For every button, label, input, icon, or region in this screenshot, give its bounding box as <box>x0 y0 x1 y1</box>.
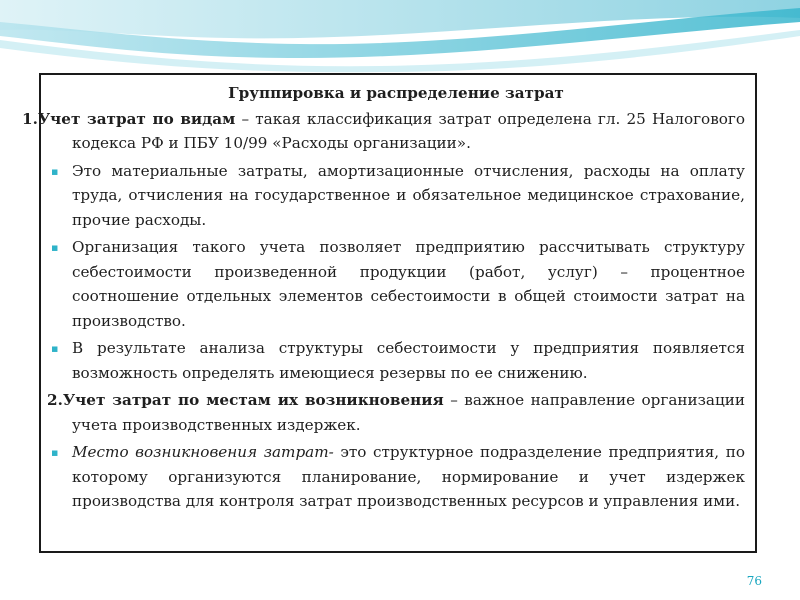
list-item <box>47 159 745 233</box>
bullet-italic-term: Место возникновения затрат- <box>72 443 334 461</box>
item2-prefix: 2. <box>47 391 63 409</box>
slide-title: Группировка и распределение затрат <box>228 84 564 102</box>
content-box <box>22 73 757 553</box>
bullet-text: Организация такого учета позволяет предприятию рассчитывать структуру себестоимости произведенной продукции (работ, услуг) – процентное соотношение отдельных элементов себестоимости в общей стоимости затрат на производство. <box>72 238 745 330</box>
bullet-text: В результате анализа структуры себестоимости у предприятия появляется возможность определять имеющиеся резервы по ее снижению. <box>72 339 745 382</box>
bullet-icon: ▪ <box>51 342 59 355</box>
list-item <box>47 336 745 385</box>
numbered-item-2 <box>47 388 745 437</box>
item1-text: – такая классификация затрат определена гл. 25 Налогового кодекса РФ и ПБУ 10/99 «Расходы организации». <box>72 109 745 152</box>
numbered-item-1 <box>22 107 745 156</box>
page-number: 76 <box>746 574 762 588</box>
bullet-text: это структурное подразделение предприятия, по которому организуются планирование, нормирование и учет издержек производства для контроля затрат производственных ресурсов и управления ими. <box>72 443 746 510</box>
list-item <box>47 235 745 333</box>
item2-text: – важное направление организации учета производственных издержек. <box>72 391 745 434</box>
bullet-icon: ▪ <box>51 446 59 459</box>
bullet-icon: ▪ <box>51 241 59 254</box>
list-item <box>47 440 745 514</box>
bullet-text: Это материальные затраты, амортизационные отчисления, расходы на оплату труда, отчисления на государственное и обязательное медицинское страхование, прочие расходы. <box>72 161 745 229</box>
item1-bold-text: Учет затрат по видам <box>37 109 236 128</box>
item1-prefix: 1. <box>22 109 38 128</box>
item2-bold-text: Учет затрат по местам их возникновения <box>62 391 444 409</box>
decorative-wave-header <box>0 0 800 75</box>
bullet-icon: ▪ <box>51 164 59 178</box>
